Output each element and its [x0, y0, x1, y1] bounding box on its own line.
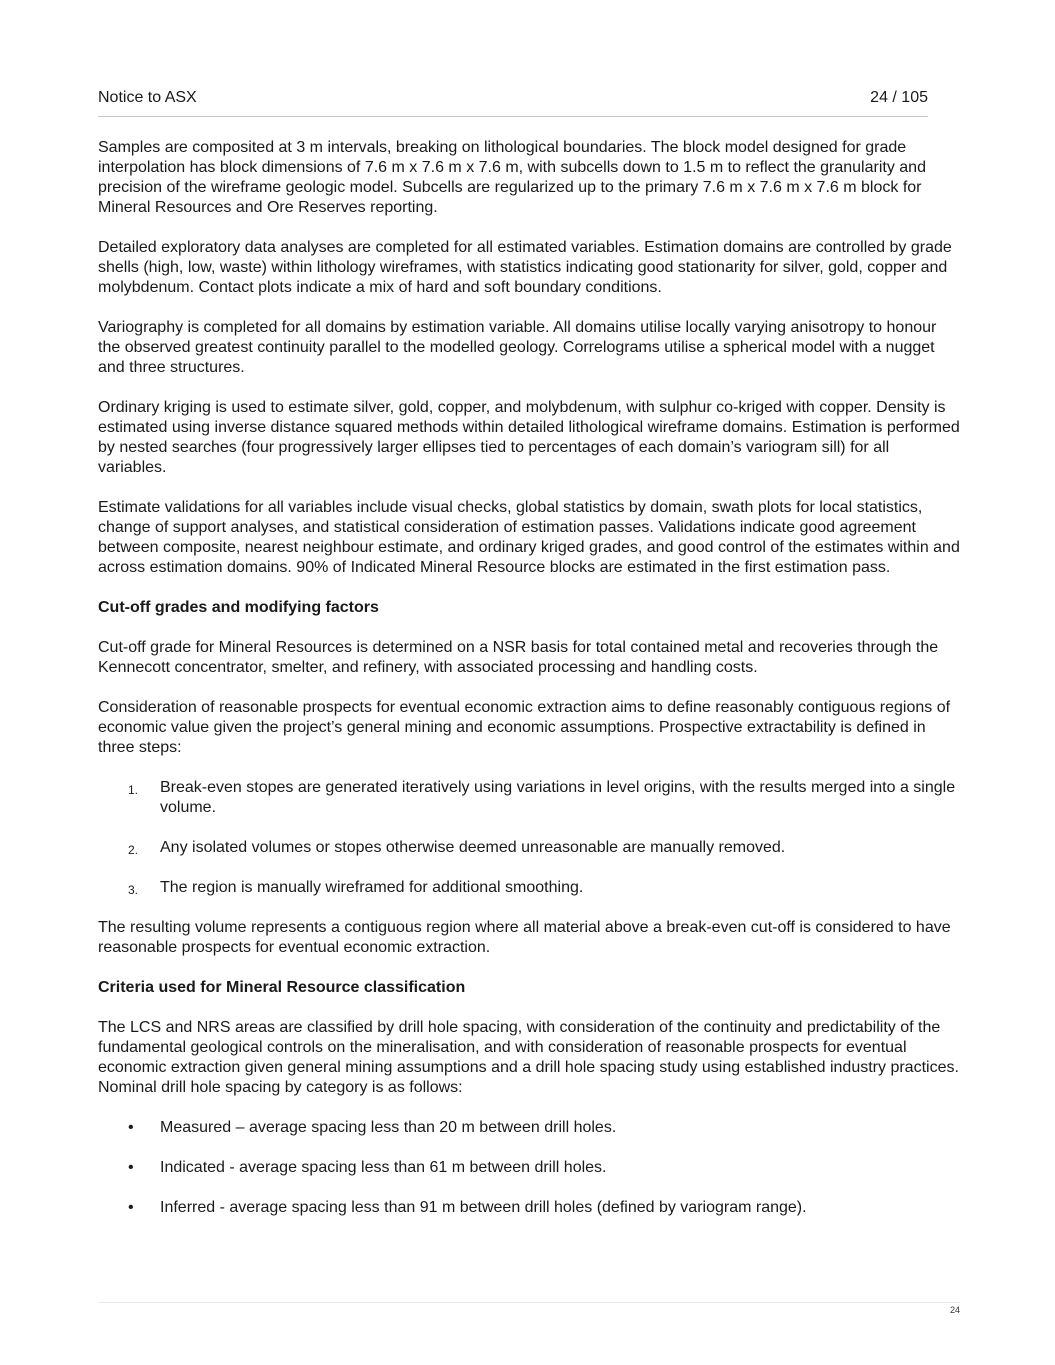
- list-item-text: The region is manually wireframed for additional smoothing.: [160, 879, 584, 896]
- list-item-text: Any isolated volumes or stopes otherwise deemed unreasonable are manually removed.: [160, 839, 786, 856]
- list-item: [98, 1198, 960, 1218]
- paragraph-prospects: Consideration of reasonable prospects for eventual economic extraction aims to define reasonably contiguous regions of economic value given the project’s general mining and economic assumptions. Prospective extractability is defined in three steps:: [98, 699, 951, 756]
- steps-list: [98, 778, 960, 898]
- bullet-icon: •: [128, 1119, 134, 1136]
- paragraph-data-analysis: Detailed exploratory data analyses are completed for all estimated variables. Estimation domains are controlled by grade shells (high, low, waste) within lithology wireframes, with statistics indicating good stationarity for silver, gold, copper and molybdenum. Contact plots indicate a mix of hard and soft boundary conditions.: [98, 239, 952, 296]
- paragraph-compositing: Samples are composited at 3 m intervals, breaking on lithological boundaries. The block model designed for grade interpolation has block dimensions of 7.6 m x 7.6 m x 7.6 m, with subcells down to 1.5 m to reflect the granularity and precision of the wireframe geologic model. Subcells are regularized up to the primary 7.6 m x 7.6 m x 7.6 m block for Mineral Resources and Ore Reserves reporting.: [98, 139, 926, 216]
- paragraph-variography: Variography is completed for all domains by estimation variable. All domains utilise locally varying anisotropy to honour the observed greatest continuity parallel to the modelled geology. Correlograms utilise a spherical model with a nugget and three structures.: [98, 319, 937, 376]
- heading-classification-criteria: Criteria used for Mineral Resource classification: [98, 979, 466, 996]
- list-item: [98, 838, 960, 858]
- document-body: [98, 138, 960, 1238]
- paragraph-classification: The LCS and NRS areas are classified by drill hole spacing, with consideration of the continuity and predictability of the fundamental geological controls on the mineralisation, and with consideration of reasonable prospects for eventual economic extraction given general mining assumptions and a drill hole spacing study using established industry practices. Nominal drill hole spacing by category is as follows:: [98, 1019, 959, 1096]
- footer-divider: [98, 1302, 960, 1303]
- page-header: [98, 88, 928, 117]
- paragraph-resulting-volume: The resulting volume represents a contiguous region where all material above a break-even cut-off is considered to have reasonable prospects for eventual economic extraction.: [98, 919, 951, 956]
- list-item: [98, 1118, 960, 1138]
- bullet-icon: •: [128, 1199, 134, 1216]
- list-item: [98, 878, 960, 898]
- spacing-bullet-list: [98, 1118, 960, 1218]
- list-number: 2.: [128, 843, 139, 857]
- heading-cutoff-grades: Cut-off grades and modifying factors: [98, 599, 379, 616]
- list-item: [98, 1158, 960, 1178]
- paragraph-kriging: Ordinary kriging is used to estimate silver, gold, copper, and molybdenum, with sulphur co-kriged with copper. Density is estimated using inverse distance squared methods within detailed lithological wireframe domains. Estimation is performed by nested searches (four progressively larger ellipses tied to percentages of each domain’s variogram sill) for all variables.: [98, 399, 960, 476]
- paragraph-cutoff-nsr: Cut-off grade for Mineral Resources is determined on a NSR basis for total contained metal and recoveries through the Kennecott concentrator, smelter, and refinery, with associated processing and handling costs.: [98, 639, 939, 676]
- list-item-text: Break-even stopes are generated iteratively using variations in level origins, with the results merged into a single volume.: [160, 779, 956, 816]
- list-item: [98, 778, 960, 818]
- list-number: 1.: [128, 783, 139, 797]
- footer-page-number: 24: [949, 1305, 960, 1315]
- list-item-text: Indicated - average spacing less than 61 m between drill holes.: [160, 1159, 607, 1176]
- list-item-text: Measured – average spacing less than 20 m between drill holes.: [160, 1119, 617, 1136]
- list-number: 3.: [128, 883, 139, 897]
- bullet-icon: •: [128, 1159, 134, 1176]
- page-indicator: 24 / 105: [870, 89, 928, 106]
- list-item-text: Inferred - average spacing less than 91 m between drill holes (defined by variogram range).: [160, 1199, 807, 1216]
- document-title: Notice to ASX: [98, 89, 197, 106]
- paragraph-validation: Estimate validations for all variables include visual checks, global statistics by domain, swath plots for local statistics, change of support analyses, and statistical consideration of estimation passes. Validations indicate good agreement between composite, nearest neighbour estimate, and ordinary kriged grades, and good control of the estimates within and across estimation domains. 90% of Indicated Mineral Resource blocks are estimated in the first estimation pass.: [98, 499, 960, 576]
